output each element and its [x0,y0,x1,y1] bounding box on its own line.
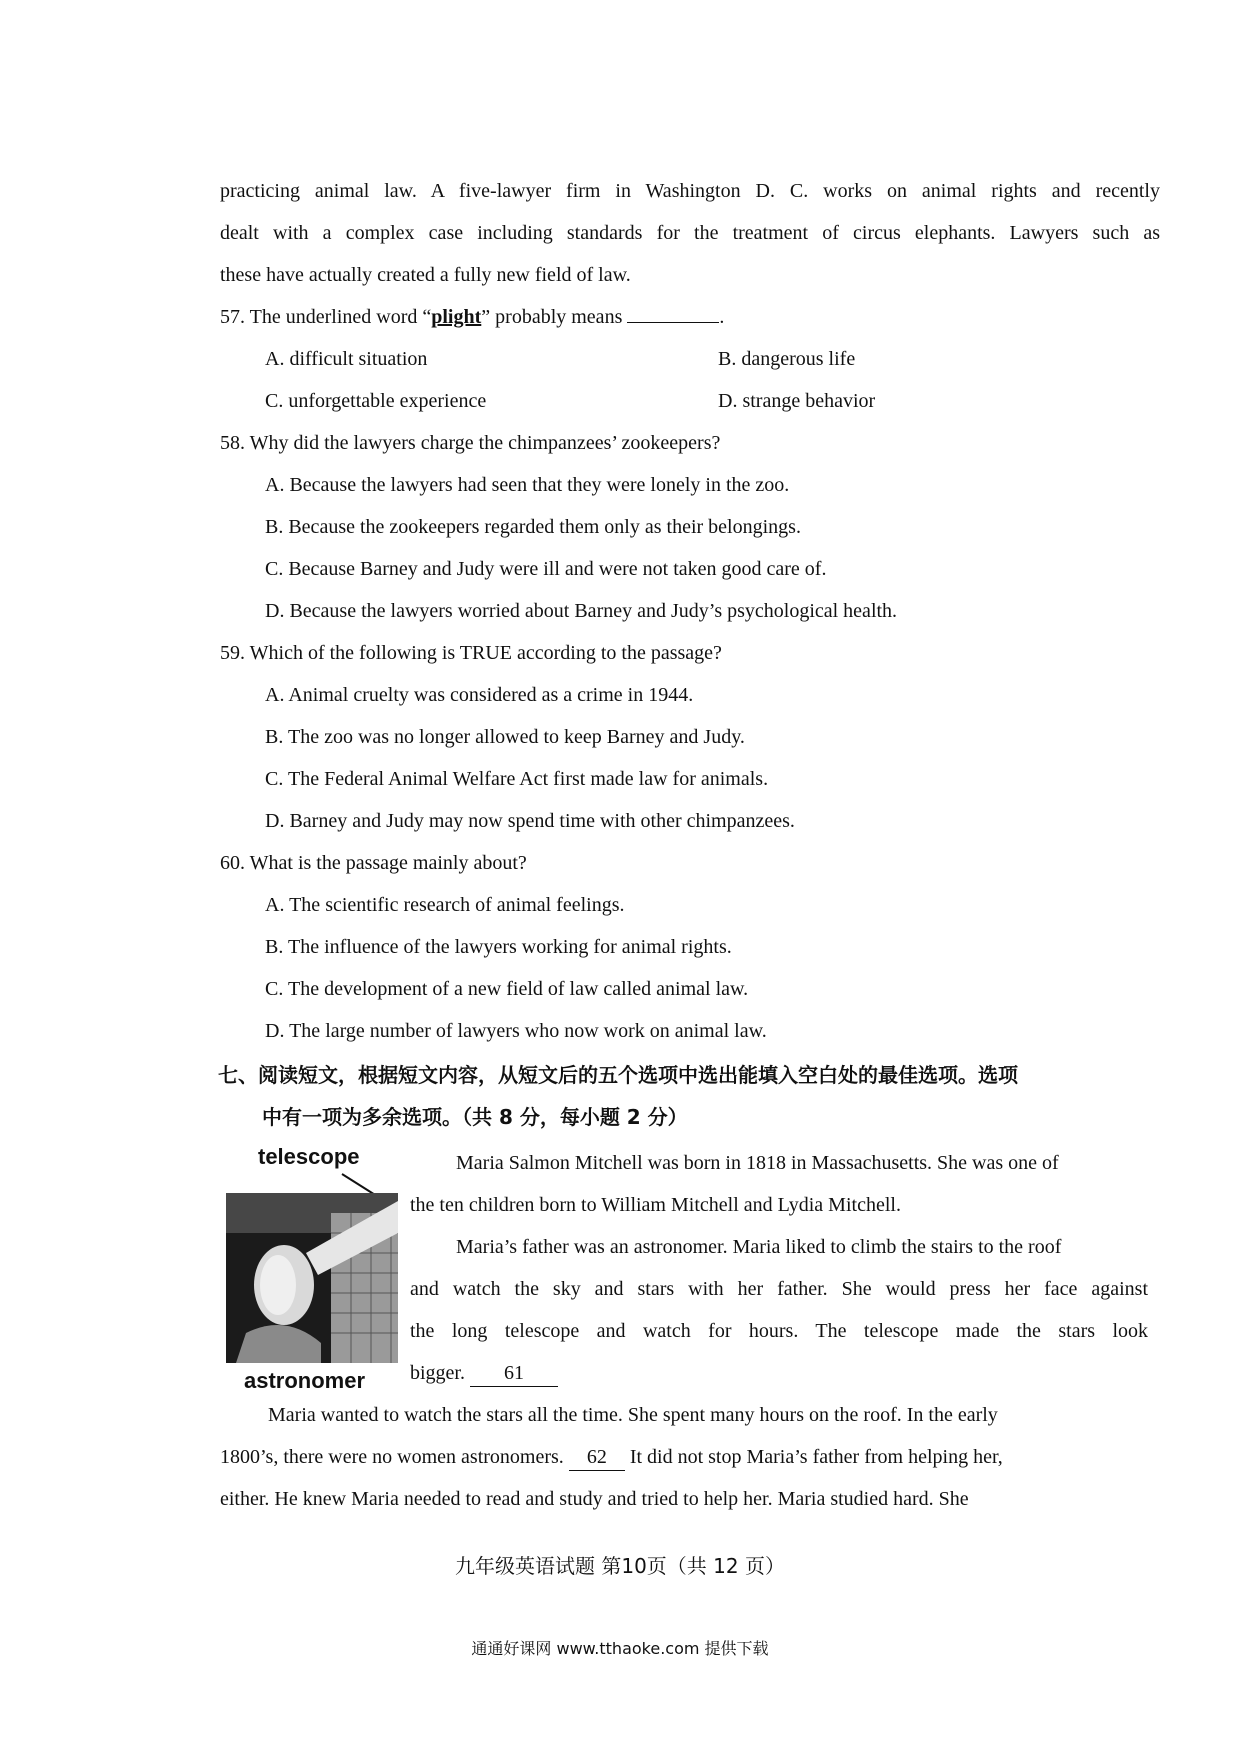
passage-line: the long telescope and watch for hours. The telescope made the stars look [410,1320,1148,1342]
option-58-c: C. Because Barney and Judy were ill and were not taken good care of. [265,558,827,580]
option-60-a: A. The scientific research of animal feelings. [265,894,625,916]
question-58-stem: 58. Why did the lawyers charge the chimpanzees’ zookeepers? [220,432,721,454]
page-footer: 九年级英语试题 第10页（共 12 页） [455,1554,785,1578]
option-57-c: C. unforgettable experience [265,390,487,412]
source-credit: 通通好课网 www.tthaoke.com 提供下载 [471,1639,769,1658]
question-stem-end: ” probably means [481,306,623,328]
section-heading-line: 中有一项为多余选项。（共 8 分，每小题 2 分） [262,1105,688,1129]
question-59-stem: 59. Which of the following is TRUE according to the passage? [220,642,722,664]
passage-line: practicing animal law. A five-lawyer firm in Washington D. C. works on animal rights and recently [220,180,1160,202]
passage-line: Maria’s father was an astronomer. Maria liked to climb the stairs to the roof [456,1236,1062,1258]
passage-line: these have actually created a fully new field of law. [220,264,631,286]
figure-label-astronomer: astronomer [244,1368,366,1393]
question-stem-start: The underlined word “ [249,306,432,328]
passage-line: Maria wanted to watch the stars all the time. She spent many hours on the roof. In the early [268,1404,998,1426]
option-57-d: D. strange behavior [718,390,876,412]
passage-line: the ten children born to William Mitchell and Lydia Mitchell. [410,1194,901,1216]
option-57-b: B. dangerous life [718,348,856,370]
stem-period: . [719,306,725,328]
option-60-b: B. The influence of the lawyers working for animal rights. [265,936,732,958]
question-60-stem: 60. What is the passage mainly about? [220,852,527,874]
option-60-d: D. The large number of lawyers who now work on animal law. [265,1020,767,1042]
astronomer-photo [226,1193,398,1363]
option-59-b: B. The zoo was no longer allowed to keep Barney and Judy. [265,726,745,748]
passage-line: Maria Salmon Mitchell was born in 1818 in Massachusetts. She was one of [456,1152,1059,1174]
option-57-a: A. difficult situation [265,348,428,370]
option-59-c: C. The Federal Animal Welfare Act first made law for animals. [265,768,769,790]
option-60-c: C. The development of a new field of law called animal law. [265,978,749,1000]
underlined-word: plight [431,306,482,328]
option-58-d: D. Because the lawyers worried about Barney and Judy’s psychological health. [265,600,898,622]
figure-label-telescope: telescope [258,1144,360,1169]
passage-line: either. He knew Maria needed to read and study and tried to help her. Maria studied hard. She [220,1488,969,1510]
passage-line: dealt with a complex case including standards for the treatment of circus elephants. Lawyers such as [220,222,1160,244]
passage-line: 1800’s, there were no women astronomers. 62 It did not stop Maria’s father from helping her, [220,1444,1150,1471]
question-number: 57. [220,306,245,328]
passage-line: bigger. 61 [410,1360,1148,1387]
option-59-a: A. Animal cruelty was considered as a crime in 1944. [265,684,694,706]
question-57-stem [220,304,1160,330]
option-59-d: D. Barney and Judy may now spend time with other chimpanzees. [265,810,795,832]
blank-61: 61 [470,1360,558,1387]
section-heading-line: 七、阅读短文，根据短文内容，从短文后的五个选项中选出能填入空白处的最佳选项。选项 [218,1063,1018,1087]
option-58-b: B. Because the zookeepers regarded them only as their belongings. [265,516,801,538]
answer-blank [627,304,719,323]
blank-62: 62 [569,1444,625,1471]
passage-line: and watch the sky and stars with her father. She would press her face against [410,1278,1148,1300]
option-58-a: A. Because the lawyers had seen that they were lonely in the zoo. [265,474,790,496]
